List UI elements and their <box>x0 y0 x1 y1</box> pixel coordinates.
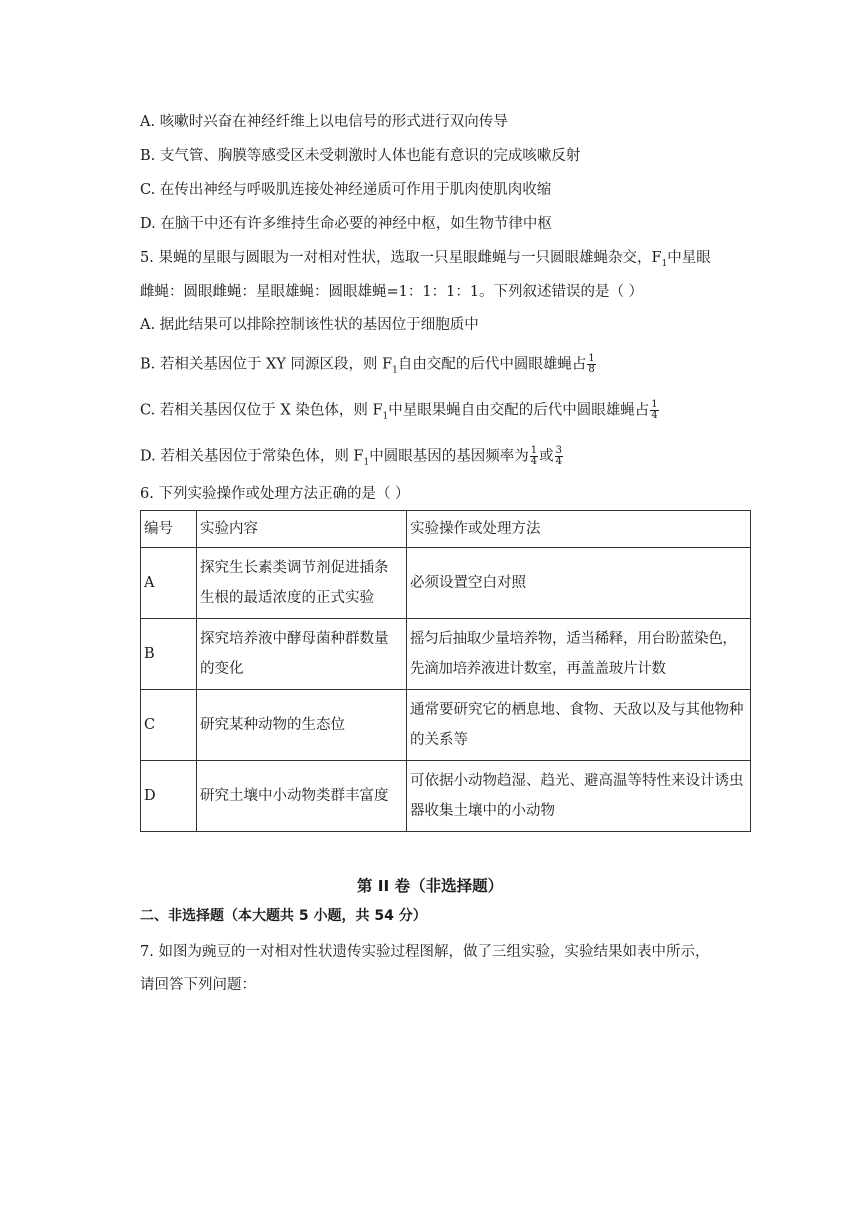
q5-option-c-post: 中星眼果蝇自由交配的后代中圆眼雄蝇占 <box>388 402 650 419</box>
q5-option-b-pre: B. 若相关基因位于 XY 同源区段，则 F <box>140 356 393 373</box>
q5-option-d-fraction-2 <box>555 446 563 467</box>
q5-option-b-sub: 1 <box>392 365 398 376</box>
row-method-line: 摇匀后抽取少量培养物，适当稀释，用台盼蓝染色， <box>410 631 737 647</box>
row-method-line: 可依据小动物趋湿、趋光、避高温等特性来设计诱虫 <box>410 773 744 789</box>
fraction-numerator: 3 <box>555 445 562 456</box>
q5-option-c-sub: 1 <box>382 411 389 422</box>
q5-option-c <box>140 400 660 426</box>
section-title: 第 II 卷（非选择题） <box>356 877 504 895</box>
header-cell-id: 编号 <box>141 511 197 548</box>
row-content-line: 探究生长素类调节剂促进插条 <box>200 560 389 576</box>
fraction-denominator: 4 <box>555 456 562 467</box>
q4-option-b: B. 支气管、胸膜等感受区未受刺激时人体也能有意识的完成咳嗽反射 <box>140 148 581 164</box>
row-content-line: 研究某种动物的生态位 <box>200 717 345 733</box>
q5-option-d-pre: D. 若相关基因位于常染色体，则 F <box>140 448 364 465</box>
q4-option-c: C. 在传出神经与呼吸肌连接处神经递质可作用于肌肉使肌肉收缩 <box>140 182 552 198</box>
row-content <box>197 548 407 619</box>
row-method-line: 必须设置空白对照 <box>410 575 526 591</box>
row-method <box>407 548 751 619</box>
fraction-denominator: 8 <box>588 364 595 375</box>
row-id: A <box>141 548 197 619</box>
q5-option-d-post: 中圆眼基因的基因频率为 <box>369 448 529 465</box>
q7-stem-line2: 请回答下列问题： <box>140 977 256 993</box>
section-subtitle: 二、非选择题（本大题共 5 小题，共 54 分） <box>140 908 427 924</box>
table-row <box>141 548 751 619</box>
row-method-line: 通常要研究它的栖息地、食物、天敌以及与其他物种 <box>410 702 744 718</box>
q4-option-a: A. 咳嗽时兴奋在神经纤维上以电信号的形式进行双向传导 <box>140 114 508 130</box>
fraction-numerator: 1 <box>651 399 658 410</box>
header-cell-content: 实验内容 <box>197 511 407 548</box>
q5-option-d <box>140 446 564 472</box>
q5-option-b-fraction <box>587 354 595 375</box>
row-content-line: 生根的最适浓度的正式实验 <box>200 590 374 606</box>
row-content <box>197 690 407 761</box>
fraction-denominator: 4 <box>651 410 658 421</box>
row-method-line: 的关系等 <box>410 732 468 748</box>
q6-stem: 6. 下列实验操作或处理方法正确的是（ ） <box>140 486 410 502</box>
row-method-line: 器收集土壤中的小动物 <box>410 803 555 819</box>
fraction-numerator: 1 <box>530 445 538 456</box>
q5-option-c-fraction <box>650 400 658 421</box>
fraction-denominator: 4 <box>530 456 538 467</box>
q5-option-d-sub: 1 <box>363 457 370 468</box>
fraction-numerator: 1 <box>588 353 595 364</box>
q5-stem-line2: 雌蝇：圆眼雌蝇：星眼雄蝇：圆眼雄蝇=1：1：1：1。下列叙述错误的是（ ） <box>140 284 644 300</box>
row-content-line: 探究培养液中酵母菌种群数量 <box>200 631 389 647</box>
q5-option-b-post: 自由交配的后代中圆眼雄蝇占 <box>397 356 587 373</box>
q5-stem-tail: 中星眼 <box>667 250 711 266</box>
row-method-line: 先滴加培养液进计数室，再盖盖玻片计数 <box>410 661 666 677</box>
row-content <box>197 761 407 832</box>
header-cell-method: 实验操作或处理方法 <box>407 511 751 548</box>
table-header-row <box>141 511 751 548</box>
table-row <box>141 761 751 832</box>
row-id: B <box>141 619 197 690</box>
row-id: D <box>141 761 197 832</box>
row-content <box>197 619 407 690</box>
row-content-line: 研究土壤中小动物类群丰富度 <box>200 788 389 804</box>
q5-option-c-pre: C. 若相关基因仅位于 X 染色体，则 F <box>140 402 383 419</box>
q6-table <box>140 510 751 832</box>
row-id: C <box>141 690 197 761</box>
table-row <box>141 619 751 690</box>
q4-option-d: D. 在脑干中还有许多维持生命必要的神经中枢，如生物节律中枢 <box>140 216 552 232</box>
q5-option-a: A. 据此结果可以排除控制该性状的基因位于细胞质中 <box>140 317 479 333</box>
q5-option-d-or: 或 <box>539 448 554 465</box>
q5-stem-subscript: 1 <box>661 258 668 269</box>
row-content-line: 的变化 <box>200 661 244 677</box>
q7-stem-line1: 7. 如图为豌豆的一对相对性状遗传实验过程图解，做了三组实验，实验结果如表中所示， <box>140 944 710 960</box>
q5-option-b <box>140 354 597 380</box>
row-method <box>407 761 751 832</box>
q5-option-d-fraction-1 <box>530 446 538 467</box>
q5-stem-line1 <box>140 248 711 274</box>
q5-stem-text: 5. 果蝇的星眼与圆眼为一对相对性状，选取一只星眼雌蝇与一只圆眼雄蝇杂交，F <box>140 250 662 266</box>
table-row <box>141 690 751 761</box>
row-method <box>407 619 751 690</box>
row-method <box>407 690 751 761</box>
